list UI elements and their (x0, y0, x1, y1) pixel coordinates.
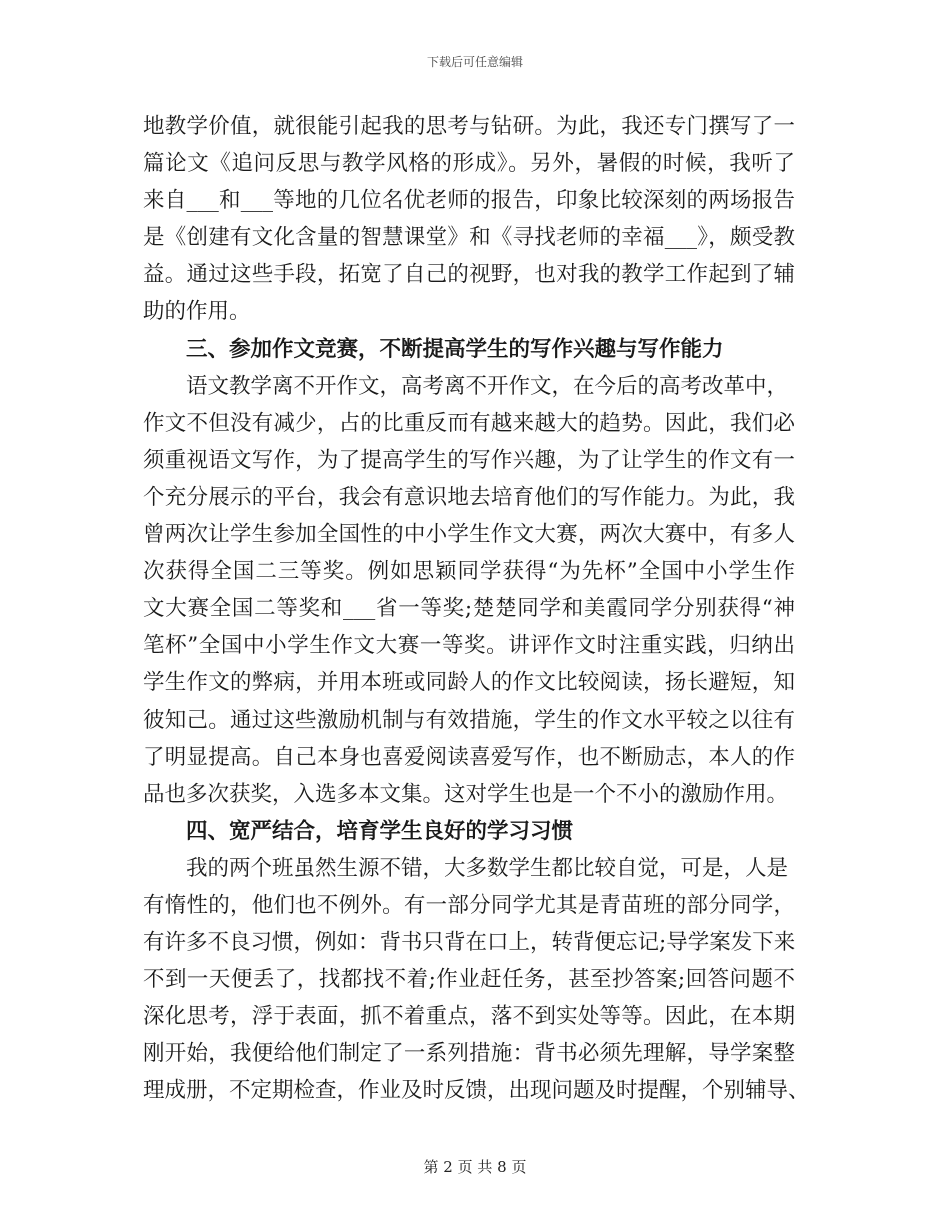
body-line: 是《创建有文化含量的智慧课堂》和《寻找老师的幸福___》，颇受教 (143, 225, 795, 251)
page-header-note: 下载后可任意编辑 (426, 55, 523, 69)
section-heading-3: 三、参加作文竞赛，不断提高学生的写作兴趣与写作能力 (186, 336, 724, 362)
body-line: 学生作文的弊病，并用本班或同龄人的作文比较阅读，扬长避短，知 (143, 670, 795, 696)
body-line: 语文教学离不开作文，高考离不开作文，在今后的高考改革中， (186, 373, 789, 399)
body-line: 作文不但没有减少，占的比重反而有越来越大的趋势。因此，我们必 (143, 410, 795, 436)
body-line: 助的作用。 (143, 299, 251, 325)
body-line: 彼知己。通过这些激励机制与有效措施，学生的作文水平较之以往有 (143, 707, 795, 733)
body-line: 地教学价值，就很能引起我的思考与钻研。为此，我还专门撰写了一 (143, 114, 795, 139)
body-line: 曾两次让学生参加全国性的中小学生作文大赛，两次大赛中，有多人 (143, 522, 795, 548)
paragraph-writing-competition (143, 368, 795, 813)
body-line: 益。通过这些手段，拓宽了自己的视野，也对我的教学工作起到了辅 (143, 262, 795, 288)
body-line: 不到一天便丢了，找都找不着;作业赶任务，甚至抄答案;回答问题不 (143, 967, 795, 993)
body-line: 文大赛全国二等奖和___省一等奖;楚楚同学和美霞同学分别获得“神 (143, 596, 795, 622)
body-line: 有许多不良习惯，例如：背书只背在口上，转背便忘记;导学案发下来 (143, 930, 796, 956)
body-line: 篇论文《追问反思与教学风格的形成》。另外，暑假的时候，我听了 (143, 151, 795, 177)
body-line: 须重视语文写作，为了提高学生的写作兴趣，为了让学生的作文有一 (143, 447, 795, 473)
document-body (143, 108, 810, 1110)
body-line: 了明显提高。自己本身也喜爱阅读喜爱写作，也不断励志，本人的作 (143, 744, 795, 770)
body-line: 笔杯”全国中小学生作文大赛一等奖。讲评作文时注重实践，归纳出 (143, 633, 795, 659)
body-line: 来自___和___等地的几位名优老师的报告，印象比较深刻的两场报告 (143, 188, 795, 214)
paragraph-study-habits (143, 850, 810, 1110)
body-line: 理成册，不定期检查，作业及时反馈，出现问题及时提醒，个别辅导、 (143, 1078, 810, 1104)
paragraph-continued (143, 108, 795, 331)
body-line: 有惰性的，他们也不例外。有一部分同学尤其是青苗班的部分同学， (143, 892, 795, 918)
body-line: 品也多次获奖，入选多本文集。这对学生也是一个不小的激励作用。 (143, 781, 789, 807)
section-heading-4: 四、宽严结合，培育学生良好的学习习惯 (186, 818, 574, 844)
body-line: 次获得全国二三等奖。例如思颖同学获得“为先杯”全国中小学生作 (143, 559, 795, 585)
body-line: 我的两个班虽然生源不错，大多数学生都比较自觉，可是，人是 (186, 855, 789, 881)
body-line: 个充分展示的平台，我会有意识地去培育他们的写作能力。为此，我 (143, 484, 795, 510)
body-line: 刚开始，我便给他们制定了一系列措施：背书必须先理解，导学案整 (143, 1041, 795, 1067)
body-line: 深化思考，浮于表面，抓不着重点，落不到实处等等。因此，在本期 (143, 1004, 795, 1030)
page-number: 第 2 页 共 8 页 (423, 1158, 527, 1176)
